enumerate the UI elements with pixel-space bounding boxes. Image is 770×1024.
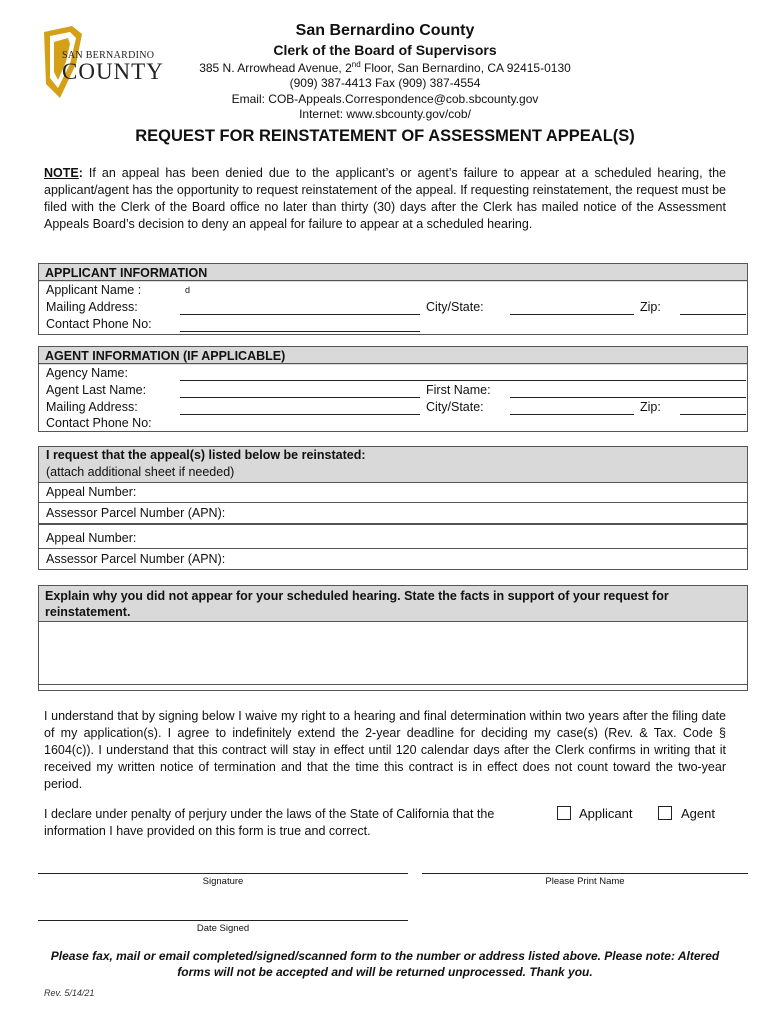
- agent-first-name-label: First Name:: [426, 383, 491, 397]
- agent-zip-field[interactable]: [680, 414, 746, 415]
- agent-city-field[interactable]: [510, 414, 634, 415]
- agent-last-name-field[interactable]: [180, 397, 420, 398]
- apn-label-2: Assessor Parcel Number (APN):: [46, 552, 226, 566]
- logo-text: [62, 50, 172, 83]
- explain-heading: Explain why you did not appear for your scheduled hearing. State the facts in support of your request for reinstatement.: [39, 586, 747, 622]
- declaration-paragraph: I declare under penalty of perjury under the laws of the State of California that the information I have provided on this form is true and correct.: [44, 807, 495, 838]
- agent-heading: AGENT INFORMATION (IF APPLICABLE): [39, 347, 747, 365]
- office-email: Email: COB-Appeals.Correspondence@cob.sbcounty.gov: [231, 92, 539, 106]
- explain-textarea[interactable]: [39, 622, 747, 684]
- print-name-line[interactable]: [422, 873, 748, 874]
- agent-phone-label: Contact Phone No:: [46, 416, 152, 430]
- agency-name-label: Agency Name:: [46, 366, 128, 380]
- applicant-name-label: Applicant Name :: [46, 283, 142, 297]
- agency-name-field[interactable]: [180, 380, 746, 381]
- agent-mailing-label: Mailing Address:: [46, 400, 138, 414]
- logo-small-text: SAN BERNARDINO: [62, 50, 155, 61]
- applicant-mailing-label: Mailing Address:: [46, 300, 138, 314]
- appeal-number-label-2: Appeal Number:: [46, 531, 137, 545]
- logo-big-text: COUNTY: [62, 59, 164, 84]
- form-title: REQUEST FOR REINSTATEMENT OF ASSESSMENT APPEAL(S): [135, 127, 635, 145]
- date-signed-line[interactable]: [38, 920, 408, 921]
- applicant-phone-label: Contact Phone No:: [46, 317, 152, 331]
- applicant-checkbox-label: Applicant: [579, 806, 633, 821]
- applicant-city-label: City/State:: [426, 300, 484, 314]
- appeal-number-label-1: Appeal Number:: [46, 485, 137, 499]
- appeals-subheading: (attach additional sheet if needed): [46, 465, 235, 479]
- agent-last-name-label: Agent Last Name:: [46, 383, 147, 397]
- county-title: San Bernardino County: [295, 22, 475, 39]
- applicant-heading: APPLICANT INFORMATION: [39, 264, 747, 282]
- agent-checkbox[interactable]: [658, 806, 672, 820]
- applicant-zip-field[interactable]: [680, 314, 746, 315]
- office-phone: (909) 387-4413 Fax (909) 387-4554: [289, 76, 481, 90]
- footer-instructions: Please fax, mail or email completed/signed/scanned form to the number or address listed above. Please note: Altered forms will not be accepted and will be returned unprocessed. Thank you.: [50, 949, 720, 979]
- agent-mailing-field[interactable]: [180, 414, 420, 415]
- agent-first-name-field[interactable]: [510, 397, 746, 398]
- applicant-mailing-field[interactable]: [180, 314, 420, 315]
- print-name-label: Please Print Name: [545, 876, 625, 887]
- agent-zip-label: Zip:: [640, 400, 661, 414]
- signature-line[interactable]: [38, 873, 408, 874]
- applicant-city-field[interactable]: [510, 314, 634, 315]
- signature-label: Signature: [202, 876, 244, 887]
- office-subtitle: Clerk of the Board of Supervisors: [273, 42, 497, 58]
- revision-date: Rev. 5/14/21: [44, 988, 95, 998]
- agent-city-label: City/State:: [426, 400, 484, 414]
- agent-checkbox-label: Agent: [681, 806, 715, 821]
- apn-label-1: Assessor Parcel Number (APN):: [46, 506, 226, 520]
- office-address: 385 N. Arrowhead Avenue, 2nd Floor, San Bernardino, CA 92415-0130: [199, 60, 571, 75]
- note-label: NOTE: [44, 166, 79, 180]
- applicant-zip-label: Zip:: [640, 300, 661, 314]
- office-website: Internet: www.sbcounty.gov/cob/: [299, 107, 471, 121]
- date-signed-label: Date Signed: [196, 923, 250, 934]
- applicant-phone-field[interactable]: [180, 331, 420, 332]
- note-paragraph: NOTE: If an appeal has been denied due to the applicant’s or agent’s failure to appear at a scheduled hearing, the applicant/agent has the opportunity to request reinstatement of the appeal. If requesting reinstatement, the request must be filed with the Clerk of the Board office no later than thirty (30) days after the Clerk has mailed notice of the Assessment Appeals Board’s decision to deny an appeal for failure to appear at a scheduled hearing.: [44, 166, 726, 231]
- waiver-paragraph: I understand that by signing below I waive my right to a hearing and final determination within two years after the filing date of my application(s). I agree to indefinitely extend the 2-year deadline for deciding my case(s) (Rev. & Tax. Code § 1604(c)). I understand that this contract will stay in effect until 120 calendar days after the Clerk confirms in writing that it received my written notice of termination and that the time this contract is in effect does not count toward the two-year period.: [44, 709, 726, 791]
- applicant-name-value: d: [185, 285, 191, 295]
- applicant-checkbox[interactable]: [557, 806, 571, 820]
- appeals-heading: I request that the appeal(s) listed below be reinstated:: [46, 448, 366, 462]
